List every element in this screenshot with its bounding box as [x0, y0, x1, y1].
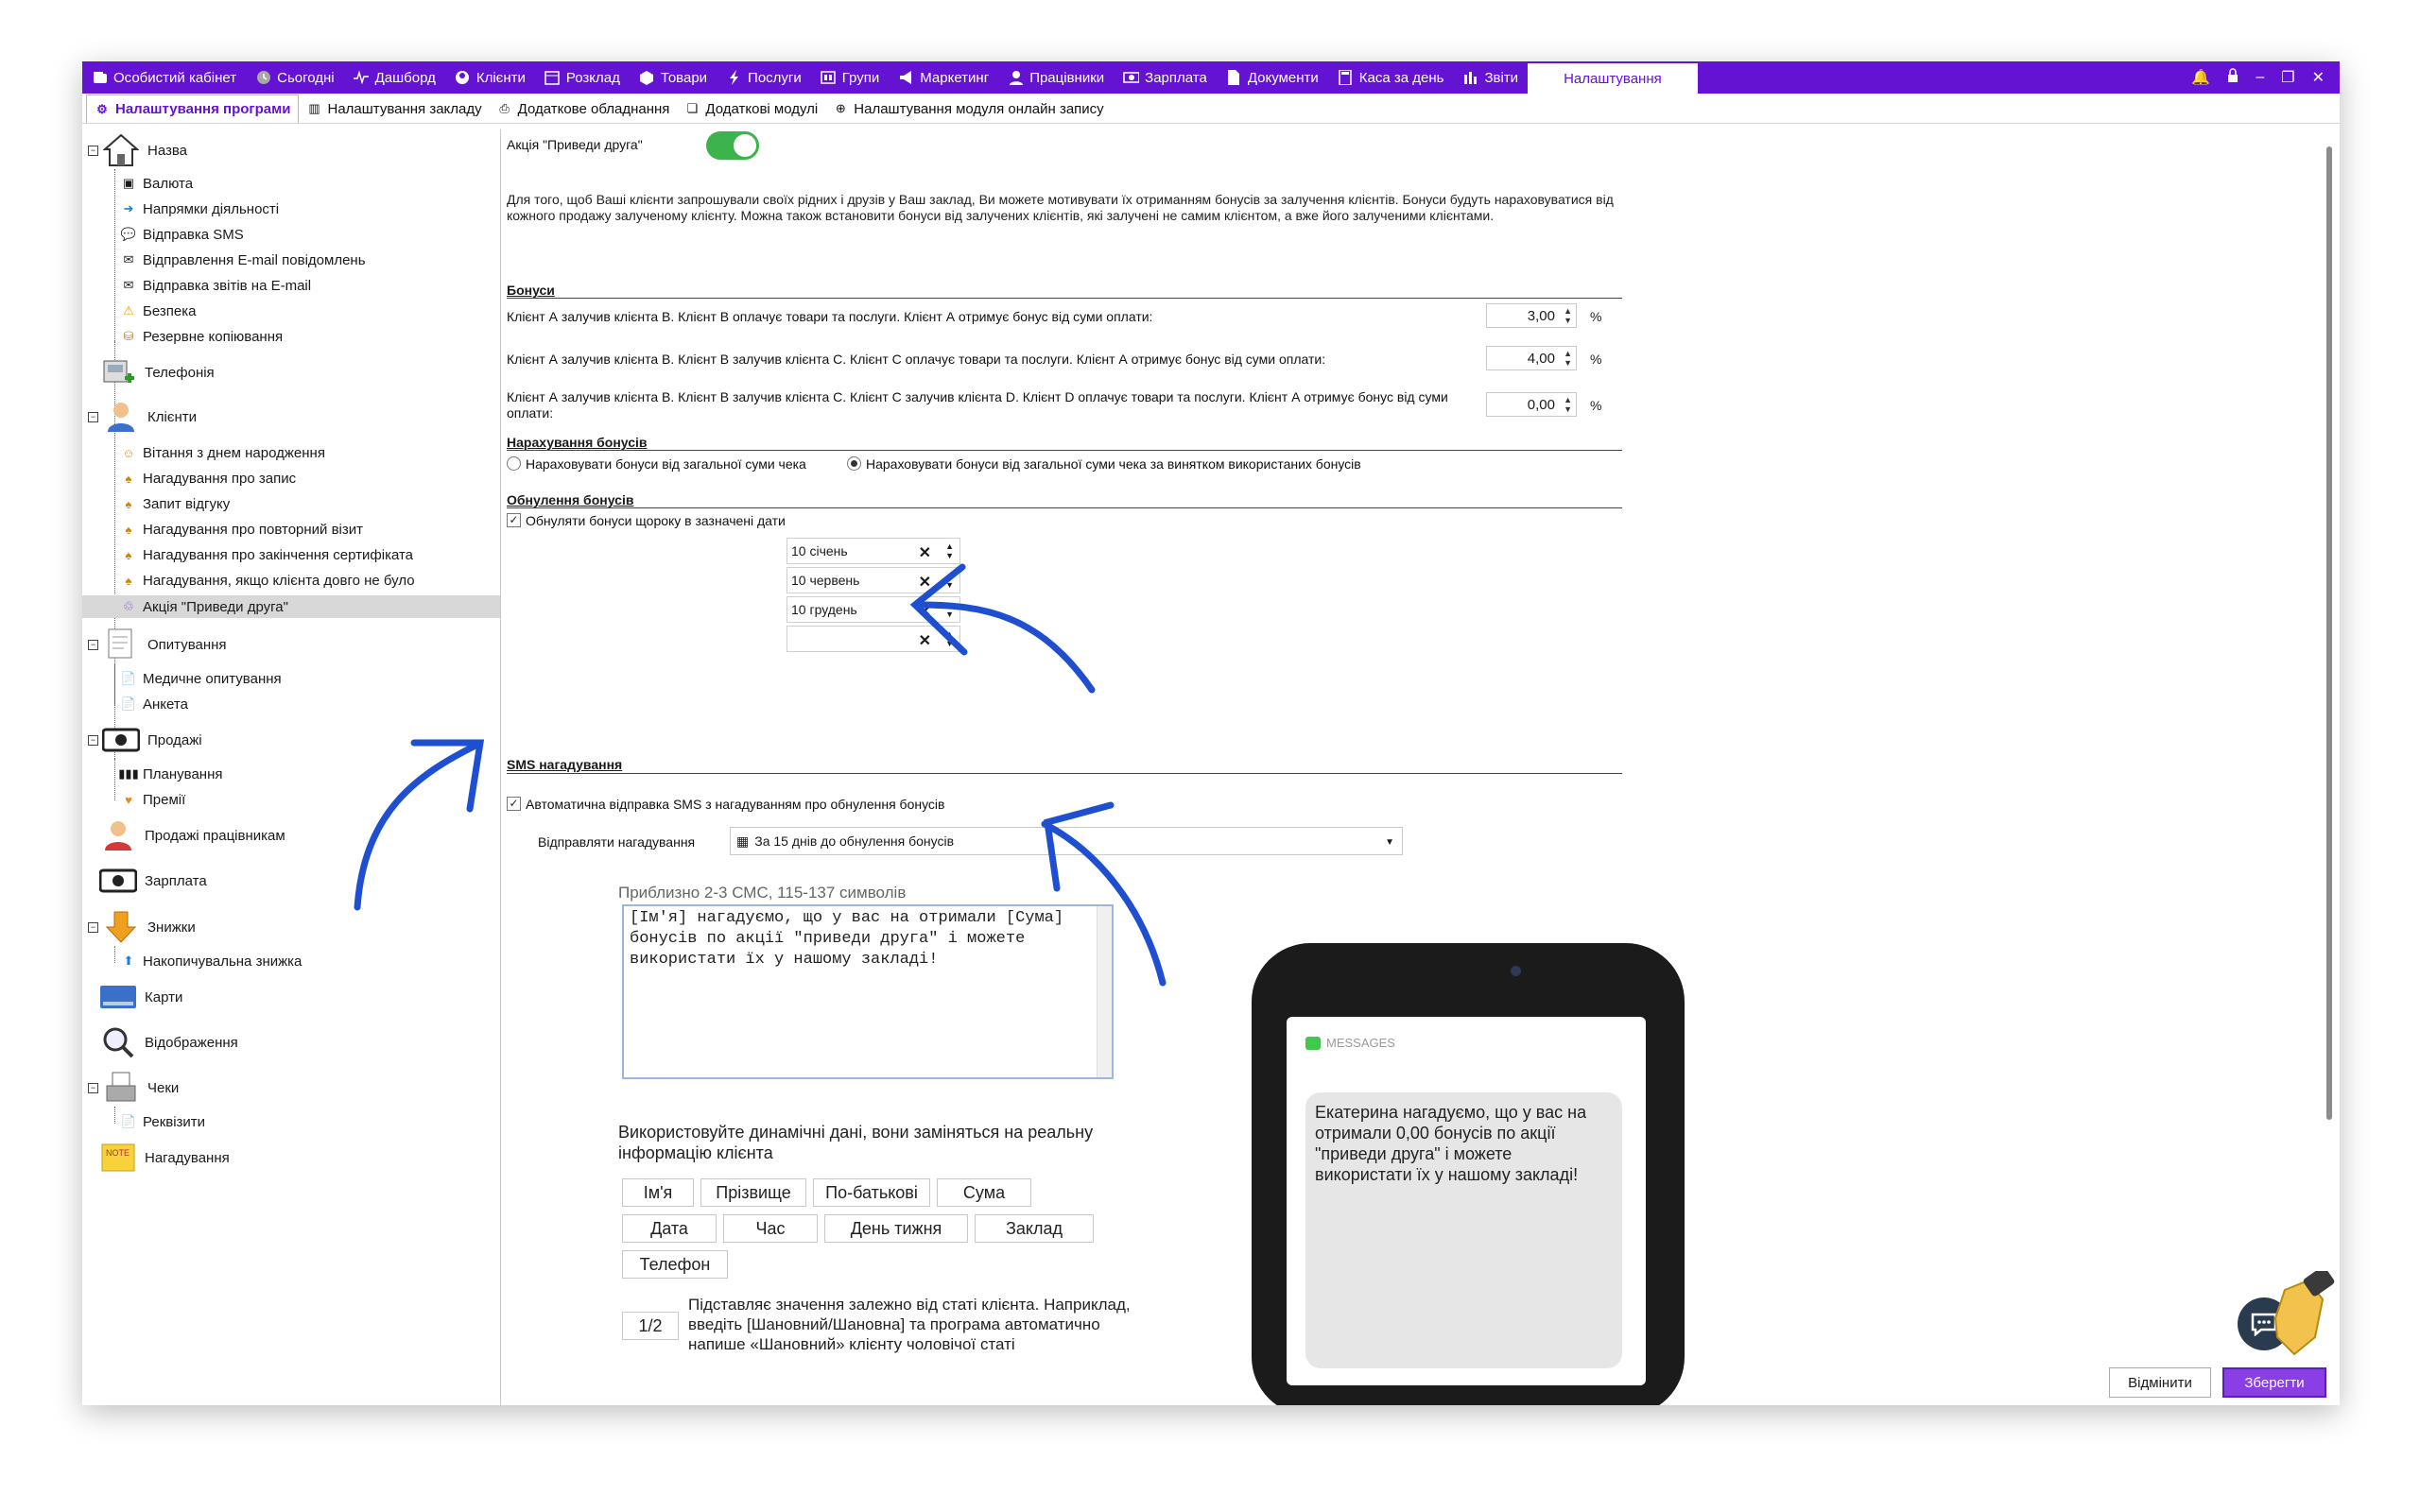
tree-label: Карти — [145, 988, 183, 1005]
tab-label: Налаштування програми — [115, 101, 291, 117]
building-icon: ▥ — [308, 101, 320, 115]
tag-button-time[interactable]: Час — [723, 1214, 818, 1243]
doc-icon: 📄 — [120, 671, 137, 685]
tree-label: Продажі — [147, 731, 202, 748]
menu-label: Маркетинг — [920, 69, 990, 86]
spinner-icon[interactable]: ▲ ▼ — [945, 600, 954, 619]
tab-label: Додаткові модулі — [705, 100, 819, 117]
tag-button-date[interactable]: Дата — [622, 1214, 717, 1243]
tree-label: Акція "Приведи друга" — [143, 598, 288, 615]
tag-button-phone[interactable]: Телефон — [622, 1250, 728, 1279]
tree-label: Резервне копіювання — [143, 328, 284, 345]
menu-label: Розклад — [565, 69, 620, 86]
svg-text:NOTE: NOTE — [106, 1148, 130, 1158]
collapse-icon[interactable]: − — [88, 922, 98, 933]
remove-icon[interactable]: ✕ — [918, 604, 931, 620]
menu-label: Зарплата — [1145, 69, 1207, 86]
tree-label: Запит відгуку — [143, 495, 231, 512]
promo-description: Для того, щоб Ваші клієнти запрошували своїх рідних і друзів у Ваш заклад, Ви можете мотивувати їх отриманням бонусів за залучення клієнтів. Бонуси будуть нараховуватися від кожного продажу залученому клієнту. Можна також встановити бонуси від залучених клієнтів, які залучені не самим клієнтом, а вже його залученими клієнтами. — [507, 192, 1614, 223]
tree-label: Клієнти — [147, 408, 198, 425]
menu-label: Звіти — [1484, 69, 1519, 86]
save-button[interactable]: Зберегти — [2222, 1367, 2326, 1398]
accrual-option-label: Нараховувати бонуси від загальної суми чека за винятком використаних бонусів — [866, 456, 1361, 472]
collapse-icon[interactable]: − — [88, 412, 98, 422]
chevron-down-icon[interactable]: ▼ — [1385, 837, 1394, 848]
email-report-icon: ✉ — [123, 278, 134, 292]
globe-icon: ⊕ — [835, 101, 846, 115]
warning-icon: ⚠ — [123, 303, 134, 318]
bonus-value: 0,00 — [1527, 396, 1555, 413]
tree-label: Зарплата — [145, 872, 207, 889]
gear-icon: ⚙ — [96, 101, 108, 116]
menu-label: Товари — [660, 69, 708, 86]
tree-label: Нагадування про повторний візит — [143, 521, 364, 538]
spinner-icon[interactable]: ▲ ▼ — [1564, 306, 1572, 325]
sms-auto-label: Автоматична відправка SMS з нагадуванням про обнулення бонусів — [526, 797, 945, 812]
send-reminder-label: Відправляти нагадування — [538, 834, 696, 850]
sms-auto-checkbox[interactable]: ✓ — [507, 797, 521, 811]
remove-icon[interactable]: ✕ — [918, 575, 931, 591]
reset-date-value: 10 грудень — [791, 602, 857, 617]
tag-button-surname[interactable]: Прізвище — [700, 1178, 806, 1207]
tree-label: Вітання з днем народження — [143, 444, 325, 461]
menu-label: Налаштування — [1564, 70, 1662, 87]
reset-date-value: 10 січень — [791, 543, 848, 558]
tree-label: Валюта — [143, 175, 194, 192]
spinner-icon[interactable]: ▲ ▼ — [945, 541, 954, 560]
friends-icon: ♲ — [123, 599, 134, 613]
bonus-value: 3,00 — [1527, 307, 1555, 324]
menu-label: Каса за день — [1358, 69, 1444, 86]
section-bonuses: Бонуси — [507, 283, 555, 298]
tag-button-sum[interactable]: Сума — [937, 1178, 1031, 1207]
menu-label: Групи — [841, 69, 880, 86]
bell-icon: ♠ — [125, 573, 132, 588]
menu-label: Працівники — [1029, 69, 1105, 86]
tree-label: Нагадування, якщо клієнта довго не було — [143, 572, 415, 589]
restore-icon[interactable]: ❐ — [2281, 70, 2295, 86]
arrow-to-send-select — [1045, 805, 1163, 983]
section-accrual: Нарахування бонусів — [507, 435, 648, 450]
percent-unit: % — [1590, 309, 1602, 324]
sms-length-info: Приблизно 2-3 СМС, 115-137 символів — [618, 884, 907, 902]
tree-label: Назва — [147, 142, 188, 159]
doc-icon: 📄 — [120, 1114, 137, 1128]
modules-icon: ❏ — [686, 101, 699, 115]
bell-icon: ♠ — [125, 547, 132, 562]
collapse-icon[interactable]: − — [88, 1083, 98, 1093]
bell-icon: ♠ — [125, 496, 132, 511]
collapse-icon[interactable]: − — [88, 735, 98, 746]
bonus-value: 4,00 — [1527, 350, 1555, 367]
tree-label: Безпека — [143, 302, 197, 319]
bell-icon: ♠ — [125, 471, 132, 486]
bonus-row-label: Клієнт А залучив клієнта В. Клієнт В залучив клієнта С. Клієнт С оплачує товари та послуги. Клієнт А отримує бонус від суми оплати: — [507, 352, 1326, 367]
gender-hint: Підставляє значення залежно від статі клієнта. Наприклад, введіть [Шановний/Шановна] та програма автоматично напише «Шановний» клієнту чоловічої статі — [688, 1296, 1131, 1353]
tree-label: Накопичувальна знижка — [143, 953, 302, 970]
sms-preview-bubble: Екатерина нагадуємо, що у вас на отримали 0,00 бонусів по акції "приведи друга" і можете використати їх у нашому закладі! — [1305, 1092, 1622, 1368]
tree-label: Премії — [143, 791, 186, 808]
percent-unit: % — [1590, 398, 1602, 413]
tree-label: Телефонія — [145, 364, 215, 381]
collapse-icon[interactable]: − — [88, 640, 98, 650]
tree-label: Чеки — [147, 1079, 180, 1096]
spinner-icon[interactable]: ▲ ▼ — [1564, 395, 1572, 414]
calendar-icon: ▦ — [736, 833, 750, 849]
email-icon: ✉ — [123, 252, 134, 266]
tree-label: Продажі працівникам — [145, 827, 285, 844]
tree-label: Відправлення E-mail повідомлень — [143, 251, 366, 268]
tag-button-place[interactable]: Заклад — [975, 1214, 1094, 1243]
spinner-icon[interactable]: ▲ ▼ — [945, 629, 954, 648]
dynamic-data-hint: Використовуйте динамічні дані, вони заміняться на реальну інформацію клієнта — [618, 1123, 1094, 1162]
bar-chart-icon: ▮▮▮ — [118, 766, 139, 781]
tag-button-weekday[interactable]: День тижня — [824, 1214, 968, 1243]
sms-text: [Ім'я] нагадуємо, що у вас на отримали [Сума] бонусів по акції "приведи друга" і можете використати їх у нашому закладі! — [630, 909, 1064, 969]
printer-icon: ⎙ — [499, 101, 510, 115]
tag-button-patronymic[interactable]: По-батькові — [813, 1178, 930, 1207]
cancel-button[interactable]: Відмінити — [2109, 1367, 2211, 1398]
messages-app-name: MESSAGES — [1326, 1036, 1395, 1050]
doc-icon: 📄 — [120, 696, 137, 711]
tab-label: Додаткове обладнання — [517, 100, 670, 117]
spinner-icon[interactable]: ▲ ▼ — [1564, 349, 1572, 368]
tab-label: Налаштування закладу — [327, 100, 482, 117]
tree-label: Нагадування про закінчення сертифіката — [143, 546, 414, 563]
menu-label: Послуги — [748, 69, 802, 86]
minimize-icon[interactable]: – — [2256, 69, 2265, 85]
tree-label: Знижки — [147, 919, 196, 936]
accrual-option-label: Нараховувати бонуси від загальної суми чека — [526, 456, 806, 472]
tag-button-name[interactable]: Ім'я — [622, 1178, 694, 1207]
bonus-row-label: Клієнт А залучив клієнта В. Клієнт В залучив клієнта С. Клієнт С залучив клієнта D. Клієнт D оплачує товари та послуги. Клієнт А отримує бонус від суми оплати: — [507, 389, 1448, 421]
cash-icon: ▣ — [122, 176, 135, 190]
bonus-row-label: Клієнт А залучив клієнта В. Клієнт В оплачує товари та послуги. Клієнт А отримує бонус від суми оплати: — [507, 309, 1153, 324]
arrows-icon: ➜ — [123, 201, 134, 215]
tree-label: Нагадування — [145, 1149, 230, 1166]
section-reset: Обнулення бонусів — [507, 492, 634, 507]
arrow-to-dates — [915, 567, 1092, 690]
menu-label: Документи — [1247, 69, 1319, 86]
bell-icon: ♠ — [125, 522, 132, 537]
arrow-to-sms-checkbox — [357, 743, 480, 907]
section-sms-reminder: SMS нагадування — [507, 757, 623, 772]
menu-label: Клієнти — [475, 69, 526, 86]
spinner-icon[interactable]: ▲ ▼ — [945, 571, 954, 590]
gender-button[interactable]: 1/2 — [622, 1312, 679, 1340]
tree-label: Медичне опитування — [143, 670, 282, 687]
menu-label: Сьогодні — [277, 69, 335, 86]
tree-label: Нагадування про запис — [143, 470, 297, 487]
tab-label: Налаштування модуля онлайн запису — [854, 100, 1104, 117]
reset-checkbox-label: Обнуляти бонуси щороку в зазначені дати — [526, 513, 786, 528]
trophy-icon: ♥ — [125, 792, 132, 807]
remove-icon[interactable]: ✕ — [918, 545, 931, 561]
tree-label: Відображення — [145, 1034, 238, 1051]
up-arrow-icon: ⬆ — [123, 954, 134, 968]
tree-label: Анкета — [143, 696, 188, 713]
tree-label: Відправка звітів на E-mail — [143, 277, 312, 294]
menu-label: Дашборд — [374, 69, 436, 86]
tree-label: Опитування — [147, 636, 227, 653]
menu-label: Особистий кабінет — [113, 69, 237, 86]
tree-label: Напрямки діяльності — [143, 200, 280, 217]
smiley-icon: ☺ — [122, 445, 135, 460]
bell-icon[interactable]: 🔔 — [2191, 70, 2211, 86]
remove-icon[interactable]: ✕ — [918, 633, 931, 649]
tree-label: Відправка SMS — [143, 226, 244, 243]
tree-label: Реквізити — [143, 1113, 206, 1130]
promo-label: Акція "Приведи друга" — [507, 137, 643, 152]
select-value: За 15 днів до обнулення бонусів — [754, 833, 955, 849]
close-icon[interactable]: ✕ — [2311, 70, 2325, 86]
reset-yearly-checkbox[interactable]: ✓ — [507, 513, 521, 527]
backup-icon: ⛁ — [123, 329, 134, 343]
reset-date-value: 10 червень — [791, 573, 860, 588]
speech-icon: 💬 — [120, 227, 137, 241]
collapse-icon[interactable]: − — [88, 146, 98, 156]
tree-label: Планування — [143, 765, 223, 782]
percent-unit: % — [1590, 352, 1602, 367]
